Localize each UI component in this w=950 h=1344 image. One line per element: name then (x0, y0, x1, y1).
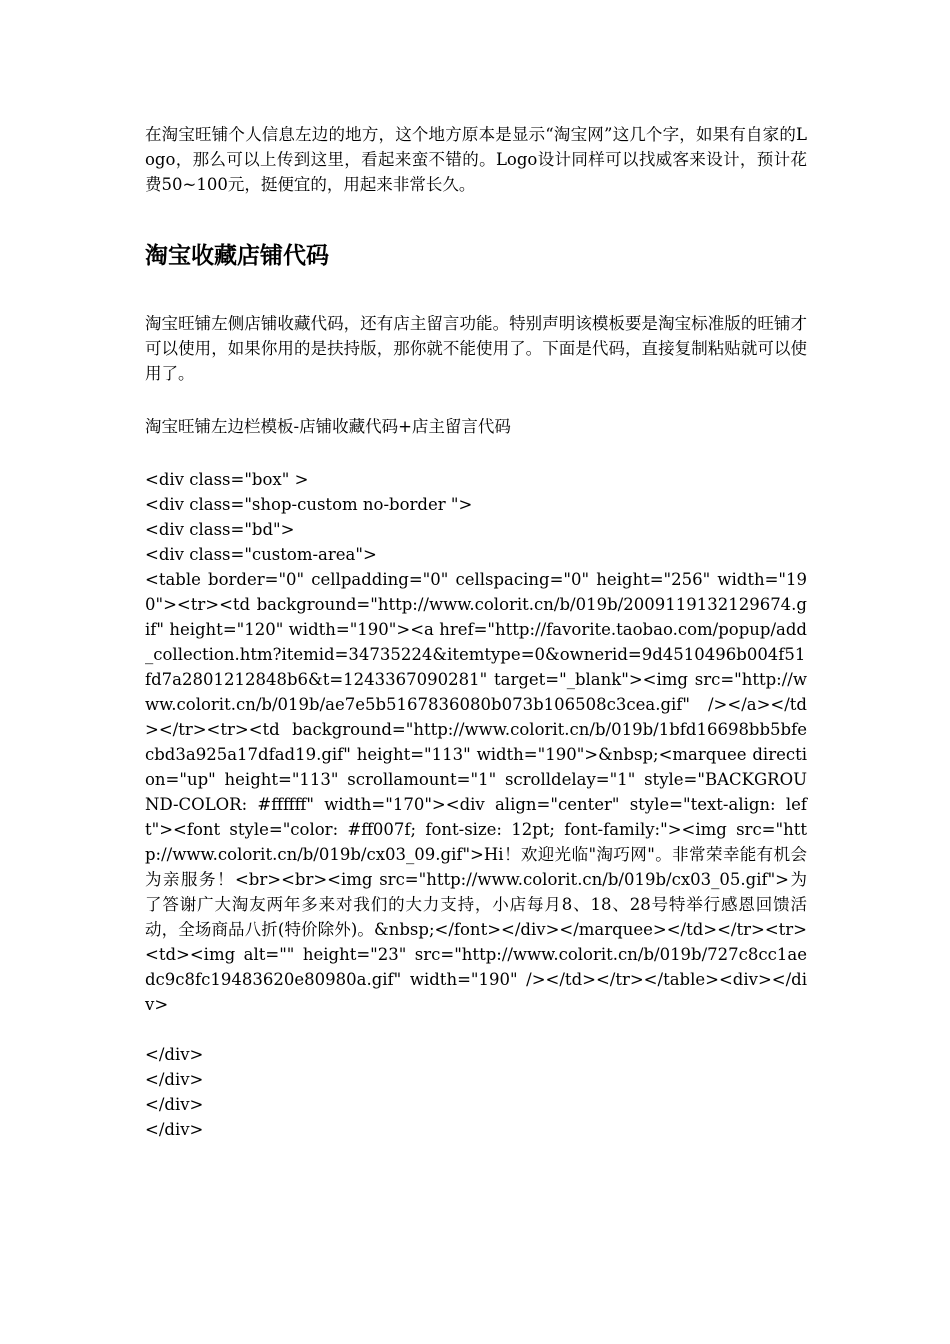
code-line: <div class="custom-area"> (145, 545, 377, 564)
table-code: <table border="0" cellpadding="0" cellspacing="0" height="256" width="190"><tr><td background="http://www.colorit.cn/b/019b/2009119132129674.gif" height="120" width="190"><a href="http://favorite.taobao.com/popup/add_collection.htm?itemid=34735224&itemtype=0&ownerid=9d4510496b004f51fd7a2801212848b6&t=1243367090281" target="_blank"><img src="http://www.colorit.cn/b/019b/ae7e5b5167836080b073b106508c3cea.gif" /></a></td></tr><tr><td background="http://www.colorit.cn/b/019b/1bfd16698bb5bfecbd3a925a17dfad19.gif" height="113" width="190">&nbsp;<marquee direction="up" height="113" scrollamount="1" scrolldelay="1" style="BACKGROUND-COLOR: #ffffff" width="170"><div align="center" style="text-align: left"><font style="color: #ff007f; font-size: 12pt; font-family:"><img src="http://www.colorit.cn/b/019b/cx03_09.gif">Hi！欢迎光临"淘巧网"。非常荣幸能有机会为亲服务！<br><br><img src="http://www.colorit.cn/b/019b/cx03_05.gif">为了答谢广大淘友两年多来对我们的大力支持，小店每月8、18、28号特举行感恩回馈活动，全场商品八折(特价除外)。&nbsp;</font></div></marquee></td></tr><tr><td><img alt="" height="23" src="http://www.colorit.cn/b/019b/727c8cc1aedc9c8fc19483620e80980a.gif" width="190" /></td></tr></table><div></div> (145, 570, 807, 1014)
code-block (145, 467, 807, 1142)
document-page (145, 122, 807, 1142)
code-line: </div> (145, 1095, 204, 1114)
blank-line (145, 1017, 807, 1042)
intro-paragraph: 在淘宝旺铺个人信息左边的地方，这个地方原本是显示“淘宝网”这几个字，如果有自家的Logo，那么可以上传到这里，看起来蛮不错的。Logo设计同样可以找威客来设计，预计花费50~100元，挺便宜的，用起来非常长久。 (145, 125, 807, 194)
section-description: 淘宝旺铺左侧店铺收藏代码，还有店主留言功能。特别声明该模板要是淘宝标准版的旺铺才可以使用，如果你用的是扶持版，那你就不能使用了。下面是代码，直接复制粘贴就可以使用了。 (145, 314, 807, 383)
code-line: <div class="box" > (145, 470, 309, 489)
code-line: <div class="shop-custom no-border "> (145, 495, 473, 514)
code-line: </div> (145, 1045, 204, 1064)
code-line: </div> (145, 1070, 204, 1089)
section-heading: 淘宝收藏店铺代码 (145, 243, 329, 269)
code-line: <div class="bd"> (145, 520, 295, 539)
code-subtitle: 淘宝旺铺左边栏模板-店铺收藏代码+店主留言代码 (145, 417, 511, 436)
code-line: </div> (145, 1120, 204, 1139)
